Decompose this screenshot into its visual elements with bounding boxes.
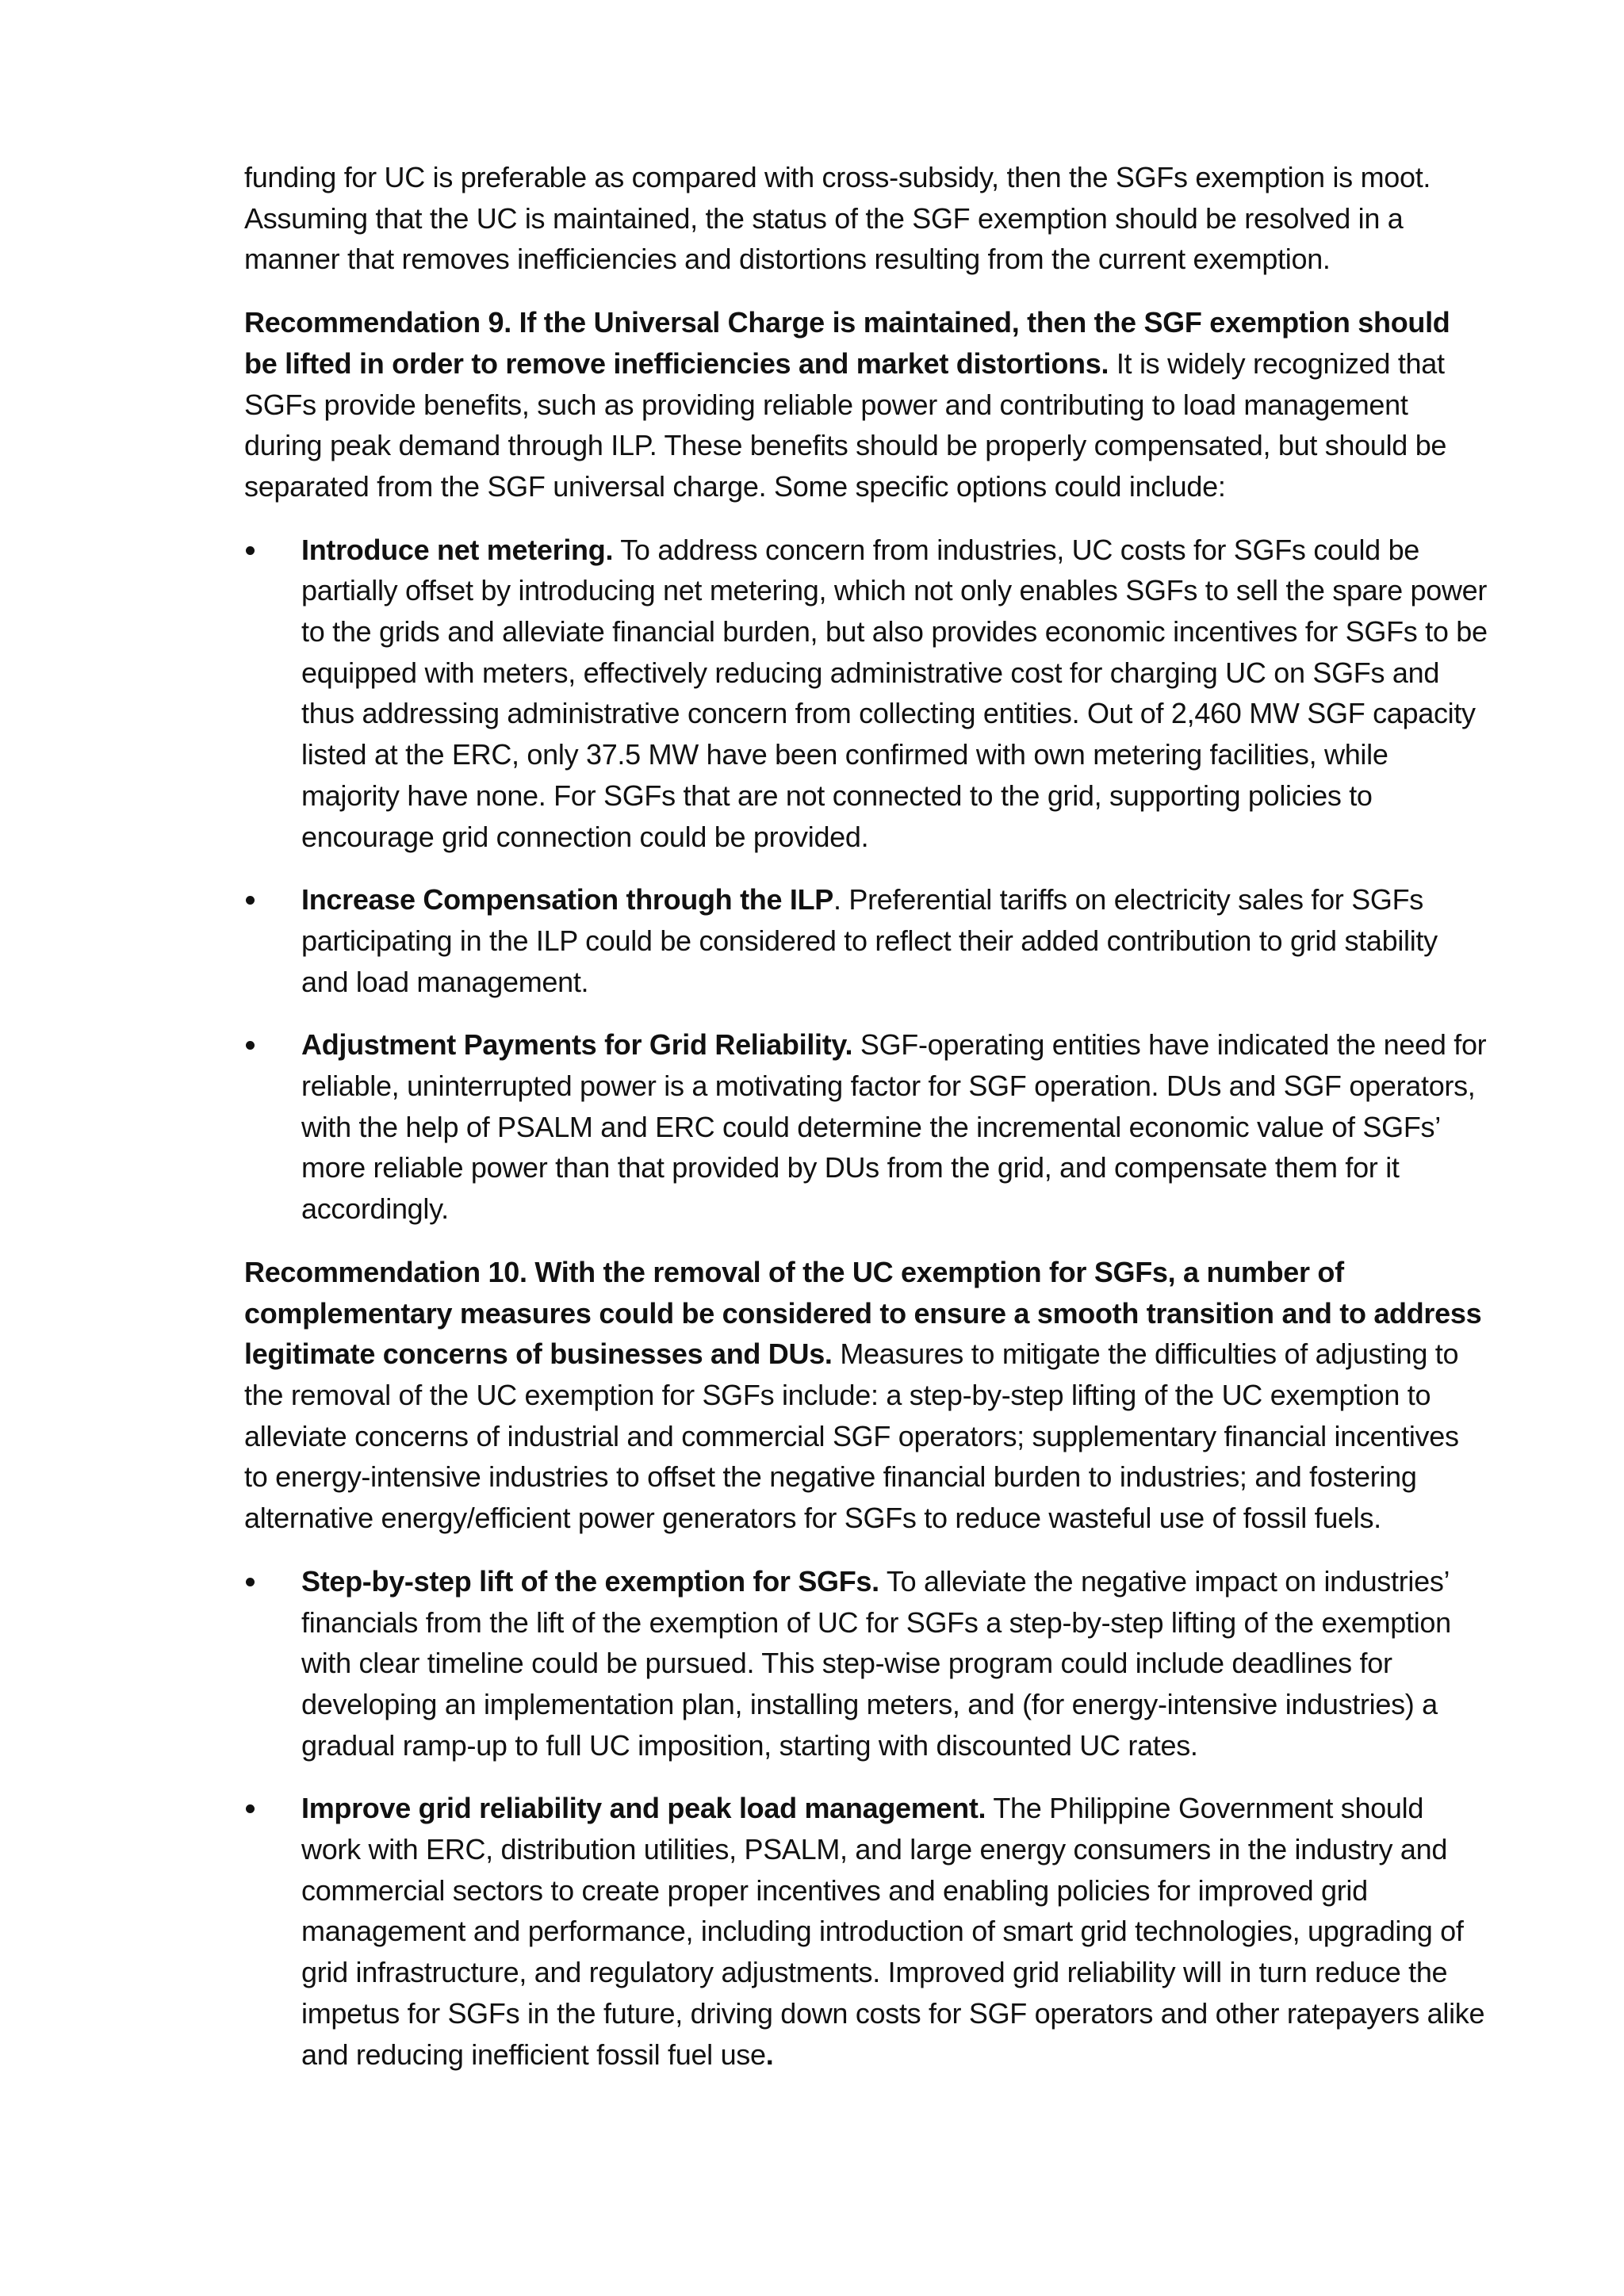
intro-paragraph [244, 157, 1489, 280]
intro-text: funding for UC is preferable as compared with cross-subsidy, then the SGFs exemption is moot. Assuming that the UC is maintained, the status of the SGF exemption should be resolved in a manner that removes inefficiencies and distortions resulting from the current exemption. [244, 161, 1431, 276]
recommendation-10-body: Measures to mitigate the difficulties of adjusting to the removal of the UC exemption for SGFs include: a step-by-step lifting of the UC exemption to alleviate concerns of industrial and commercial SGF operators; supplementary financial incentives to energy-intensive industries to offset the negative financial burden to industries; and fostering alternative energy/efficient power generators for SGFs to reduce wasteful use of fossil fuels. [244, 1337, 1459, 1535]
measure-tail-period: . [765, 2038, 774, 2071]
option-heading: Introduce net metering. [301, 533, 614, 566]
bullet-icon [246, 1041, 255, 1050]
option-heading: Increase Compensation through the ILP [301, 883, 833, 916]
recommendation-10-paragraph [244, 1252, 1489, 1539]
recommendation-9-body: It is widely recognized that SGFs provide benefits, such as providing reliable power and contributing to load management during peak demand through ILP. These benefits should be properly compensated, but should be separated from the SGF universal charge. Some specific options could include: [244, 346, 1447, 503]
measure-body: To alleviate the negative impact on industries’ financials from the lift of the exemption of UC for SGFs a step-by-step lifting of the exemption with clear timeline could be pursued. This step-wise program could include deadlines for developing an implementation plan, installing meters, and (for energy-intensive industries) a gradual ramp-up to full UC imposition, starting with discounted UC rates. [301, 1564, 1451, 1762]
list-item [244, 1561, 1489, 1766]
option-body: SGF-operating entities have indicated the need for reliable, uninterrupted power is a motivating factor for SGF operation. DUs and SGF operators, with the help of PSALM and ERC could determine the incremental economic value of SGFs’ more reliable power than that provided by DUs from the grid, and compensate them for it accordingly. [301, 1028, 1487, 1226]
list-item [244, 879, 1489, 1002]
list-item [244, 1024, 1489, 1230]
bullet-icon [246, 896, 255, 905]
bullet-icon [246, 546, 255, 555]
recommendation-9-paragraph [244, 302, 1489, 507]
bullet-icon [246, 1804, 255, 1813]
recommendation-10-measures-list [244, 1561, 1489, 2075]
measure-heading: Step-by-step lift of the exemption for SGFs. [301, 1564, 879, 1598]
option-heading: Adjustment Payments for Grid Reliability. [301, 1028, 853, 1062]
option-body: To address concern from industries, UC costs for SGFs could be partially offset by introducing net metering, which not only enables SGFs to sell the spare power to the grids and alleviate financial burden, but also provides economic incentives for SGFs to be equipped with meters, effectively reducing administrative cost for charging UC on SGFs and thus addressing administrative concern from collecting entities. Out of 2,460 MW SGF capacity listed at the ERC, only 37.5 MW have been confirmed with own metering facilities, while majority have none. For SGFs that are not connected to the grid, supporting policies to encourage grid connection could be provided. [301, 533, 1488, 853]
recommendation-9-options-list [244, 530, 1489, 1230]
recommendation-10-heading: Recommendation 10. With the removal of the UC exemption for SGFs, a number of complementary measures could be considered to ensure a smooth transition and to address legitimate concerns of businesses and DUs. [244, 1255, 1482, 1371]
recommendation-9-heading: Recommendation 9. If the Universal Charge is maintained, then the SGF exemption should be lifted in order to remove inefficiencies and market distortions. [244, 306, 1450, 380]
measure-heading: Improve grid reliability and peak load management. [301, 1792, 986, 1825]
measure-body: The Philippine Government should work with ERC, distribution utilities, PSALM, and large energy consumers in the industry and commercial sectors to create proper incentives and enabling policies for improved grid management and performance, including introduction of smart grid technologies, upgrading of grid infrastructure, and regulatory adjustments. Improved grid reliability will in turn reduce the impetus for SGFs in the future, driving down costs for SGF operators and other ratepayers alike and reducing inefficient fossil fuel use [301, 1792, 1485, 2071]
bullet-icon [246, 1578, 255, 1586]
option-body: . Preferential tariffs on electricity sales for SGFs participating in the ILP could be considered to reflect their added contribution to grid stability and load management. [301, 883, 1438, 998]
list-item [244, 530, 1489, 858]
list-item [244, 1788, 1489, 2075]
